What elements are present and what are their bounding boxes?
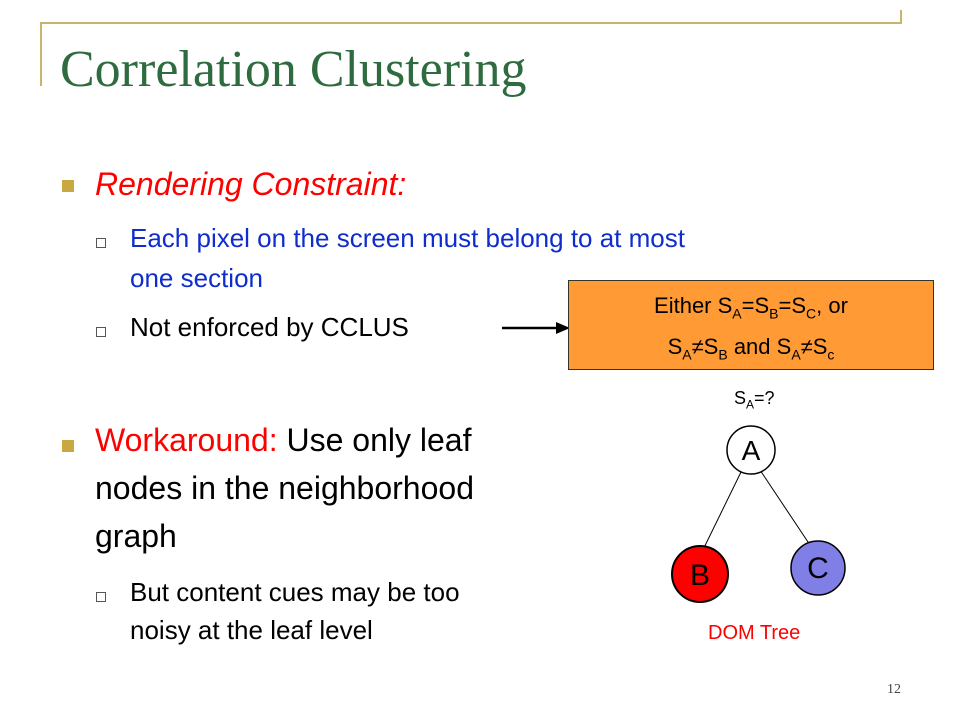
sa-query-label: $S_A=$?: [734, 388, 775, 412]
sub-bullet-icon: [96, 327, 106, 337]
callout-line-1: Either $S_A=S_B=S_C$, or: [654, 293, 848, 322]
sub-bullet-noisy-line2: noisy at the leaf level: [130, 615, 373, 645]
bullet-square-icon: [62, 440, 74, 452]
arrow-right-icon: [500, 316, 572, 340]
callout-line-2: $S_A\ne S_B$ and $S_A\ne S_c$: [667, 334, 835, 363]
frame-left-rule: [40, 22, 42, 86]
dom-tree-caption: DOM Tree: [708, 622, 801, 644]
sub-bullet-icon: [96, 238, 106, 248]
tree-node-b-label: B: [689, 559, 711, 592]
page-number: 12: [887, 682, 901, 697]
bullet-rendering-constraint: Rendering Constraint:: [95, 166, 407, 202]
constraint-callout-box: [568, 280, 934, 370]
sub-bullet-noisy-line1: But content cues may be too: [130, 577, 460, 607]
frame-top-rule: [40, 22, 902, 24]
bullet-workaround-line2: nodes in the neighborhood: [95, 470, 474, 506]
slide-title: Correlation Clustering: [60, 41, 527, 98]
sub-bullet-pixel-line2: one section: [130, 263, 263, 293]
dom-tree-diagram: [660, 410, 860, 620]
sub-bullet-pixel-line1: Each pixel on the screen must belong to at most: [130, 223, 685, 253]
tree-node-c-label: C: [807, 552, 829, 585]
sub-bullet-not-enforced: Not enforced by CCLUS: [130, 312, 409, 342]
tree-edge-a-c: [760, 470, 812, 548]
bullet-workaround-line1: Workaround: Use only leaf: [95, 422, 472, 458]
tree-node-a-label: A: [741, 435, 761, 466]
bullet-workaround-line3: graph: [95, 518, 177, 554]
bullet-square-icon: [62, 180, 74, 192]
frame-right-rule: [900, 10, 902, 24]
sub-bullet-icon: [96, 592, 106, 602]
